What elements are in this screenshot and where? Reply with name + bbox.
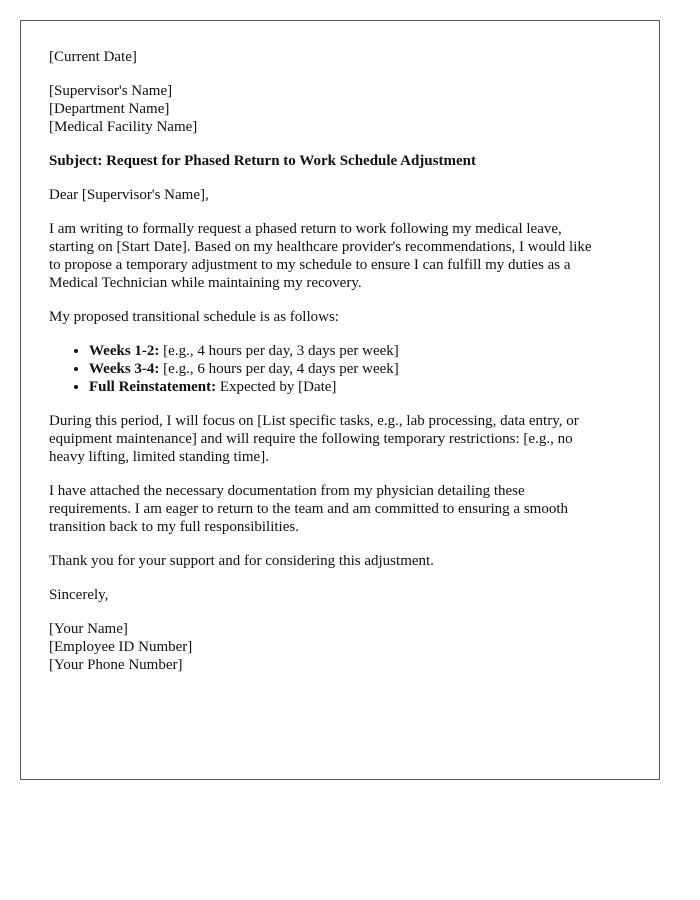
schedule-item-value: Expected by [Date] bbox=[216, 379, 337, 395]
signature-name: [Your Name] bbox=[49, 621, 128, 637]
date-block bbox=[49, 48, 619, 66]
recipient-block bbox=[49, 82, 619, 136]
documentation-line: transition back to my full responsibilities. bbox=[49, 519, 299, 535]
recipient-facility: [Medical Facility Name] bbox=[49, 119, 198, 135]
documentation-line: requirements. I am eager to return to the team and am committed to ensuring a smooth bbox=[49, 501, 569, 517]
schedule-item bbox=[89, 342, 619, 360]
documentation-line: I have attached the necessary documentation from my physician detailing these bbox=[49, 483, 525, 499]
intro-line: I am writing to formally request a phased return to work following my medical leave, bbox=[49, 221, 562, 237]
period-paragraph bbox=[49, 412, 619, 466]
thanks-paragraph: Thank you for your support and for considering this adjustment. bbox=[49, 553, 434, 569]
intro-line: to propose a temporary adjustment to my schedule to ensure I can fulfill my duties as a bbox=[49, 257, 571, 273]
schedule-item-label: Weeks 1-2: bbox=[89, 343, 160, 359]
schedule-item-label: Full Reinstatement: bbox=[89, 379, 217, 395]
salutation: Dear [Supervisor's Name], bbox=[49, 187, 209, 203]
signature-employee-id: [Employee ID Number] bbox=[49, 639, 193, 655]
schedule-item bbox=[89, 360, 619, 378]
schedule-intro: My proposed transitional schedule is as follows: bbox=[49, 309, 339, 325]
intro-paragraph bbox=[49, 220, 619, 292]
period-line: During this period, I will focus on [List specific tasks, e.g., lab processing, data entry, or bbox=[49, 413, 579, 429]
subject-line: Subject: Request for Phased Return to Work Schedule Adjustment bbox=[49, 153, 476, 169]
letter-body bbox=[49, 48, 619, 690]
intro-line: Medical Technician while maintaining my recovery. bbox=[49, 275, 362, 291]
current-date: [Current Date] bbox=[49, 49, 137, 65]
recipient-name: [Supervisor's Name] bbox=[49, 83, 173, 99]
schedule-list bbox=[49, 342, 619, 396]
documentation-paragraph bbox=[49, 482, 619, 536]
intro-line: starting on [Start Date]. Based on my healthcare provider's recommendations, I would like bbox=[49, 239, 592, 255]
closing: Sincerely, bbox=[49, 587, 109, 603]
period-line: equipment maintenance] and will require the following temporary restrictions: [e.g., no bbox=[49, 431, 573, 447]
schedule-item-value: [e.g., 6 hours per day, 4 days per week] bbox=[159, 361, 399, 377]
schedule-item-value: [e.g., 4 hours per day, 3 days per week] bbox=[159, 343, 399, 359]
signature-block bbox=[49, 620, 619, 674]
schedule-item-label: Weeks 3-4: bbox=[89, 361, 160, 377]
schedule-item bbox=[89, 378, 619, 396]
recipient-department: [Department Name] bbox=[49, 101, 170, 117]
period-line: heavy lifting, limited standing time]. bbox=[49, 449, 269, 465]
signature-phone: [Your Phone Number] bbox=[49, 657, 183, 673]
